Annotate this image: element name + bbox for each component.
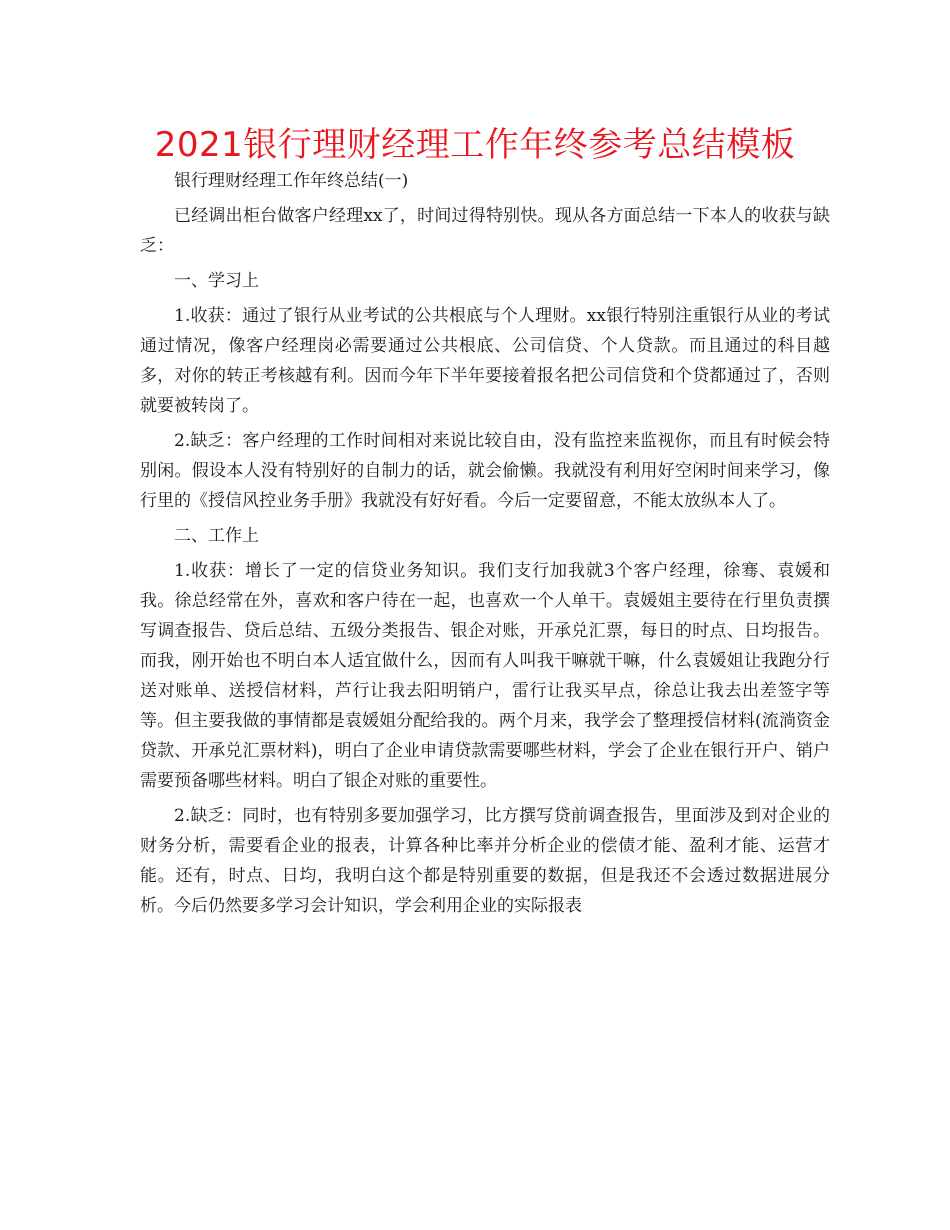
section-heading-study: 一、学习上 <box>174 271 259 291</box>
paragraph-study-gains: 1.收获：通过了银行从业考试的公共根底与个人理财。xx银行特别注重银行从业的考试通过情况，像客户经理岗必需要通过公共根底、公司信贷、个人贷款。而且通过的科目越多，对你的转正考核越有利。因而今年下半年要接着报名把公司信贷和个贷都通过了，否则就要被转岗了。 <box>140 306 830 416</box>
paragraph-work-shortcomings: 2.缺乏：同时，也有特别多要加强学习，比方撰写贷前调查报告，里面涉及到对企业的财务分析，需要看企业的报表，计算各种比率并分析企业的偿债才能、盈利才能、运营才能。还有，时点、日均，我明白这个都是特别重要的数据，但是我还不会透过数据进展分析。今后仍然要多学习会计知识，学会利用企业的实际报表 <box>140 806 830 916</box>
section-heading-work: 二、工作上 <box>174 526 259 546</box>
document-title: 2021银行理财经理工作年终参考总结模板 <box>154 125 796 165</box>
paragraph-intro: 已经调出柜台做客户经理xx了，时间过得特别快。现从各方面总结一下本人的收获与缺乏： <box>140 206 830 256</box>
paragraph-work-gains: 1.收获：增长了一定的信贷业务知识。我们支行加我就3个客户经理，徐骞、袁媛和我。徐总经常在外，喜欢和客户待在一起，也喜欢一个人单干。袁媛姐主要待在行里负责撰写调查报告、贷后总结、五级分类报告、银企对账，开承兑汇票，每日的时点、日均报告。而我，刚开始也不明白本人适宜做什么，因而有人叫我干嘛就干嘛，什么袁媛姐让我跑分行送对账单、送授信材料，芦行让我去阳明销户，雷行让我买早点，徐总让我去出差签字等等。但主要我做的事情都是袁媛姐分配给我的。两个月来，我学会了整理授信材料(流淌资金贷款、开承兑汇票材料)，明白了企业申请贷款需要哪些材料，学会了企业在银行开户、销户需要预备哪些材料。明白了银企对账的重要性。 <box>140 561 830 791</box>
document-subtitle: 银行理财经理工作年终总结(一) <box>174 171 409 191</box>
document-body <box>140 166 830 926</box>
paragraph-study-shortcomings: 2.缺乏：客户经理的工作时间相对来说比较自由，没有监控来监视你，而且有时候会特别闲。假设本人没有特别好的自制力的话，就会偷懒。我就没有利用好空闲时间来学习，像行里的《授信风控业务手册》我就没有好好看。今后一定要留意，不能太放纵本人了。 <box>140 431 830 511</box>
